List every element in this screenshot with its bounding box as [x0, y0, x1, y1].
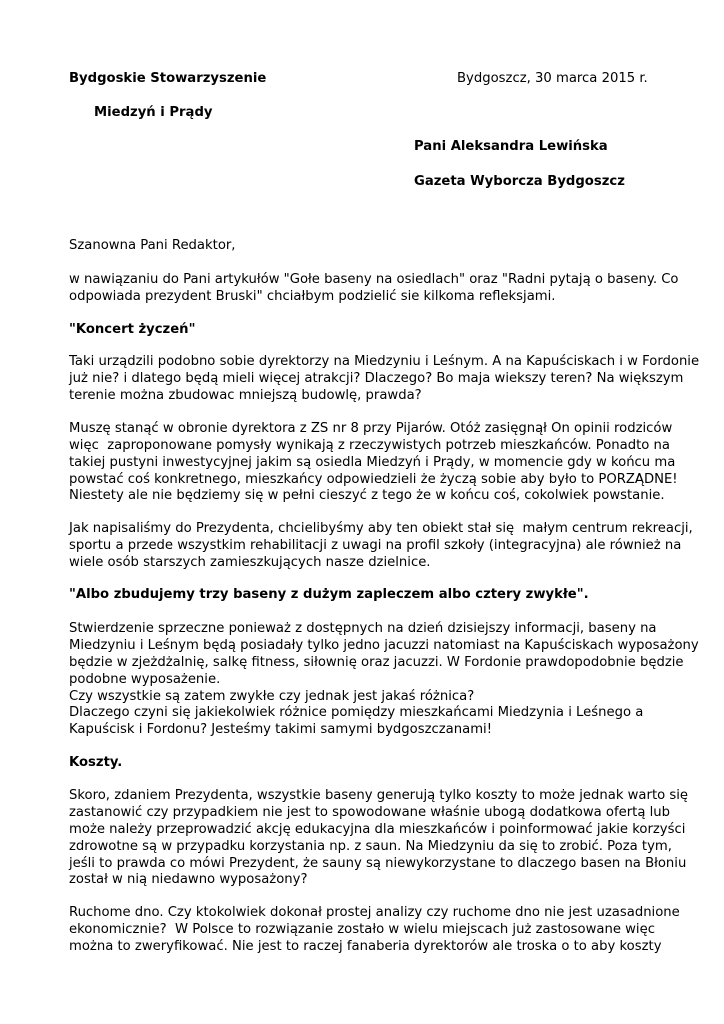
section-heading: "Albo zbudujemy trzy baseny z dużym zapleczem albo cztery zwykłe".	[69, 587, 589, 602]
paragraph-line: można to zweryfikować. Nie jest to raczej fanaberia dyrektorów ale troska o to aby koszty	[69, 939, 662, 954]
paragraph-line: Ruchome dno. Czy ktokolwiek dokonał prostej analizy czy ruchome dno nie jest uzasadnione	[69, 905, 680, 920]
paragraph-line: sportu a przede wszystkim rehabilitacji z uwagi na profil szkoły (integracyjna) ale również na	[69, 538, 682, 553]
paragraph-line: takiej pustyni inwestycyjnej jakim są osiedla Miedzyń i Prądy, w momencie gdy w końcu ma	[69, 455, 676, 470]
paragraph-line: może należy przeprowadzić akcję edukacyjna dla mieszkańców i poinformować jakie korzyści	[69, 822, 686, 837]
recipient-name: Pani Aleksandra Lewińska	[414, 139, 608, 154]
paragraph-line: już nie? i dlatego będą mieli więcej atrakcji? Dlaczego? Bo maja wiekszy teren? Na większym	[69, 371, 684, 386]
intro-line: w nawiązaniu do Pani artykułów "Gołe baseny na osiedlach" oraz "Radni pytają o baseny. Co	[69, 272, 679, 287]
paragraph-line: ekonomicznie? W Polsce to rozwiązanie zostało w wielu miejscach już zastosowane więc	[69, 922, 655, 937]
paragraph-line: został w nią niedawno wyposażony?	[69, 872, 308, 887]
paragraph-line: Stwierdzenie sprzeczne ponieważ z dostępnych na dzień dzisiejszy informacji, baseny na	[69, 621, 657, 636]
paragraph-line: Skoro, zdaniem Prezydenta, wszystkie baseny generują tylko koszty to może jednak warto się	[69, 788, 689, 803]
paragraph-line: będzie w zjeżdżalnię, salkę fitness, siłownię oraz jacuzzi. W Fordonie prawdopodobnie będzie	[69, 655, 684, 670]
section-heading: Koszty.	[69, 755, 123, 770]
intro-line: odpowiada prezydent Bruski" chciałbym podzielić sie kilkoma refleksjami.	[69, 289, 556, 304]
paragraph-line: Taki urządzili podobno sobie dyrektorzy na Miedzyniu i Leśnym. A na Kapuściskach i w Fordonie	[69, 354, 700, 369]
paragraph-line: Muszę stanąć w obronie dyrektora z ZS nr 8 przy Pijarów. Otóż zasięgnął On opinii rodziców	[69, 421, 673, 436]
paragraph-line: Czy wszystkie są zatem zwykłe czy jednak jest jakaś różnica?	[69, 689, 475, 704]
paragraph-line: Dlaczego czyni się jakiekolwiek różnice pomiędzy mieszkańcami Miedzynia i Leśnego a	[69, 705, 644, 720]
sender-org-subname: Miedzyń i Prądy	[94, 105, 213, 120]
section-heading: "Koncert życzeń"	[69, 322, 196, 337]
paragraph-line: Jak napisaliśmy do Prezydenta, chcielibyśmy aby ten obiekt stał się małym centrum rekreacji,	[69, 521, 693, 536]
paragraph-line: zastanowić czy przypadkiem nie jest to spowodowane właśnie ubogą dodatkowa ofertą lub	[69, 805, 671, 820]
paragraph-line: powstać coś konkretnego, mieszkańcy odpowiedzieli że życzą sobie aby było to PORZĄDNE!	[69, 472, 678, 487]
paragraph-line: Kapuścisk i Fordonu? Jesteśmy takimi samymi bydgoszczanami!	[69, 722, 492, 737]
paragraph-line: Niestety ale nie będziemy się w pełni cieszyć z tego że w końcu coś, cokolwiek powstanie.	[69, 488, 665, 503]
place-date: Bydgoszcz, 30 marca 2015 r.	[457, 71, 648, 86]
sender-org-name: Bydgoskie Stowarzyszenie	[69, 71, 267, 86]
paragraph-line: wiele osób starszych zamieszkujących nasze dzielnice.	[69, 555, 431, 570]
paragraph-line: Miedzyniu i Leśnym będą posiadały tylko jedno jacuzzi natomiast na Kapuściskach wyposażony	[69, 638, 699, 653]
paragraph-line: podobne wyposażenie.	[69, 672, 221, 687]
recipient-outlet: Gazeta Wyborcza Bydgoszcz	[414, 174, 625, 189]
paragraph-line: zdrowotne są w przypadku korzystania np. z saun. Na Miedzyniu da się to zrobić. Poza tym,	[69, 839, 672, 854]
paragraph-line: więc zaproponowane pomysły wynikają z rzeczywistych potrzeb mieszkańców. Ponadto na	[69, 438, 670, 453]
paragraph-line: jeśli to prawda co mówi Prezydent, że sauny są niewykorzystane to dlaczego basen na Błoniu	[69, 856, 687, 871]
paragraph-line: terenie można zbudowac mniejszą budowlę, prawda?	[69, 388, 422, 403]
salutation: Szanowna Pani Redaktor,	[69, 238, 236, 253]
